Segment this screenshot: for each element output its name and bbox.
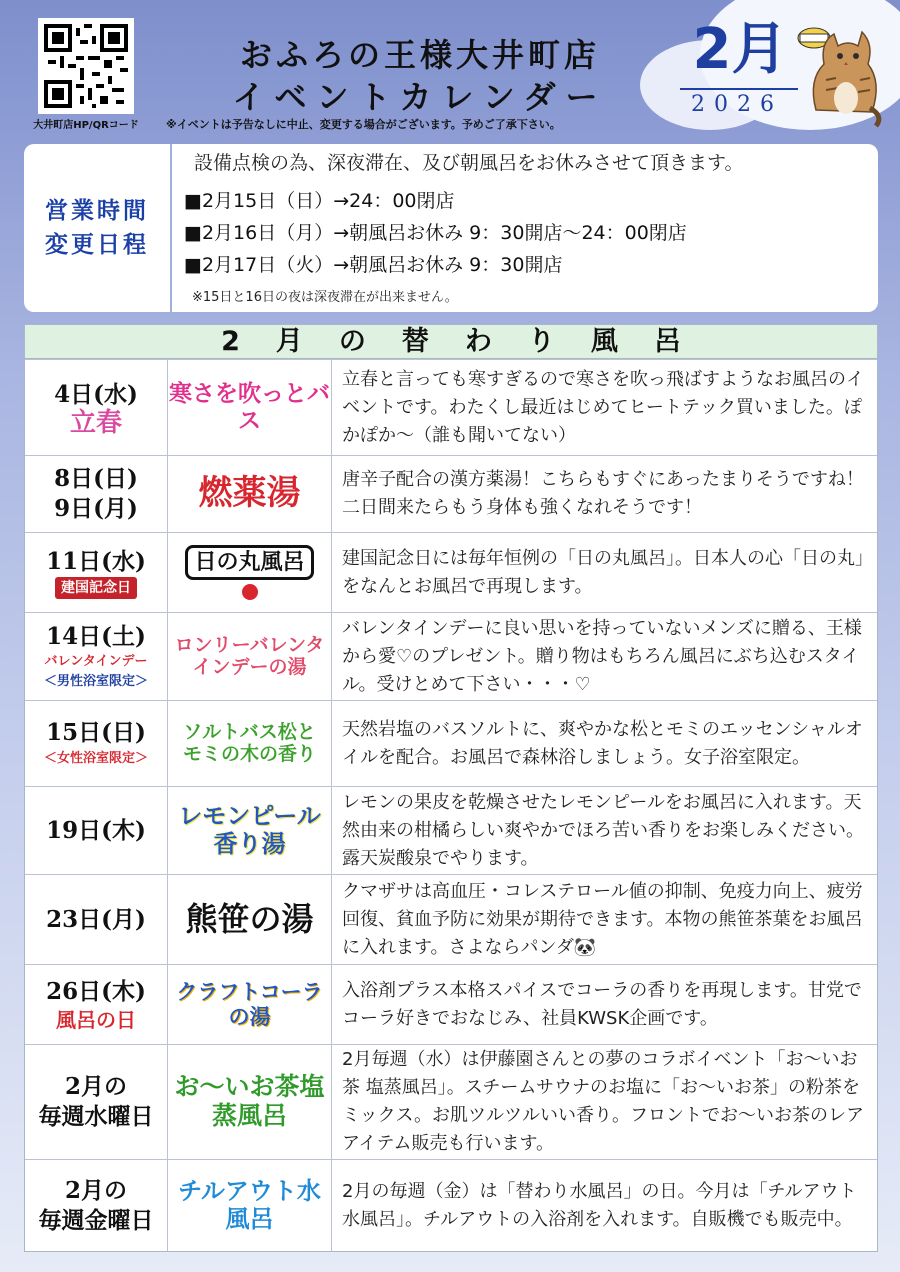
schedule-line: ■2月17日（火）→朝風呂お休み 9：30開店 <box>184 254 563 276</box>
event-name: 寒さを吹っとバス <box>168 360 332 455</box>
event-date-text-2: 毎週水曜日 <box>38 1103 154 1130</box>
event-name: チルアウト水風呂 <box>168 1160 332 1251</box>
event-description-text: 2月の毎週（金）は「替わり水風呂」の日。今月は「チルアウト水風呂」。チルアウトの入浴剤を入れます。自販機でも販売中。 <box>342 1180 857 1230</box>
schedule-intro: 設備点検の為、深夜滞在、及び朝風呂をお休みさせて頂きます。 <box>194 152 744 174</box>
event-date-sub: 風呂の日 <box>56 1007 136 1032</box>
event-date <box>25 1045 168 1159</box>
event-row <box>25 786 877 874</box>
event-description-text: 立春と言っても寒すぎるので寒さを吹っ飛ばすようなお風呂のイベントです。わたくし最近はじめてヒートテック買いました。ぽかぽか～（誰も聞いてない） <box>342 368 864 446</box>
notice-text: ※イベントは予告なしに中止、変更する場合がございます。予めご了承下さい。 <box>166 118 561 131</box>
event-row <box>25 700 877 786</box>
event-date-text: 14日(土) <box>46 622 146 650</box>
schedule-label-line1: 営業時間 <box>45 198 149 224</box>
qr-label: 大井町店HP/QRコード <box>33 120 139 131</box>
event-date-text-2: 9日(月) <box>54 495 138 522</box>
event-description <box>342 456 872 532</box>
red-circle-icon <box>242 584 258 600</box>
event-description-text: バレンタインデーに良い思いを持っていないメンズに贈る、王様から愛♡のプレゼント。贈り物はもちろん風呂にぶち込むスタイル。受けとめて下さい・・・♡ <box>342 617 862 695</box>
event-name: 燃薬湯 <box>168 456 332 532</box>
event-description-text: クマザサは高血圧・コレステロール値の抑制、免疫力向上、疲労回復、貧血予防に効果が期待できます。本物の熊笹茶葉をお風呂に入れます。さよならパンダ🐼 <box>342 880 863 958</box>
event-description <box>342 360 872 455</box>
event-date-text: 11日(水) <box>46 547 146 575</box>
event-description-text: レモンの果皮を乾燥させたレモンピールをお風呂に入れます。天然由来の柑橘らしい爽やかでほろ苦い香りをお楽しみください。露天炭酸泉でやります。 <box>342 791 864 869</box>
event-date-sub-2: ＜男性浴室限定＞ <box>43 673 148 689</box>
event-row <box>25 1159 877 1251</box>
schedule-label-line2: 変更日程 <box>45 232 149 258</box>
event-description <box>342 965 872 1044</box>
event-description-text: 2月毎週（水）は伊藤園さんとの夢のコラボイベント「お～いお茶 塩蒸風呂」。スチームサウナのお塩に「お～いお茶」の粉茶をミックス。お肌ツルツルいい香り。フロントでお～いお茶のレアアイテム販売も行います。 <box>342 1049 864 1154</box>
event-row <box>25 964 877 1044</box>
event-row <box>25 874 877 964</box>
event-name: 熊笹の湯 <box>168 875 332 964</box>
event-date-text: 2月の <box>64 1073 127 1100</box>
event-description <box>342 1160 872 1251</box>
event-description-text: 唐辛子配合の漢方薬湯！こちらもすぐにあったまりそうですね！二日間来たらもう身体も強くなれそうです！ <box>342 469 864 518</box>
event-description-text: 天然岩塩のバスソルトに、爽やかな松とモミのエッセンシャルオイルを配合。お風呂で森林浴しましょう。女子浴室限定。 <box>342 718 863 768</box>
event-date-text: 26日(木) <box>46 977 146 1005</box>
schedule-line: ■2月16日（月）→朝風呂お休み 9：30開店～24：00閉店 <box>184 222 687 244</box>
qr-code[interactable] <box>38 18 134 114</box>
event-date-sub: ＜女性浴室限定＞ <box>43 750 148 766</box>
event-date-sub: バレンタインデー <box>44 653 148 669</box>
event-description-text: 入浴剤プラス本格スパイスでコーラの香りを再現します。甘党でコーラ好きでおなじみ、社員KWSK企画です。 <box>342 979 862 1029</box>
event-date-sub: 建国記念日 <box>55 577 137 599</box>
event-name: レモンピール香り湯 <box>168 787 332 874</box>
event-date <box>25 701 168 786</box>
event-description <box>342 533 872 612</box>
event-date-text: 15日(日) <box>46 718 146 746</box>
event-date-text-2: 毎週金曜日 <box>38 1206 154 1234</box>
event-row <box>25 359 877 455</box>
event-date-text: 23日(月) <box>46 905 146 933</box>
event-description <box>342 701 872 786</box>
event-description <box>342 613 872 700</box>
event-description <box>342 787 872 874</box>
schedule-note: ※15日と16日の夜は深夜滞在が出来ません。 <box>192 290 458 305</box>
schedule-label <box>24 144 172 312</box>
event-name: お～いお茶塩蒸風呂 <box>168 1045 332 1159</box>
event-date-sub: 立春 <box>69 407 122 438</box>
event-date <box>25 613 168 700</box>
schedule-line: ■2月15日（日）→24：00閉店 <box>184 190 455 212</box>
event-date <box>25 1160 168 1251</box>
event-name: ソルトバス松とモミの木の香り <box>168 701 332 786</box>
event-date <box>25 533 168 612</box>
event-date-text: 8日(日) <box>54 465 138 492</box>
event-date <box>25 456 168 532</box>
month-divider <box>680 88 798 90</box>
event-date <box>25 360 168 455</box>
page-subtitle: イベントカレンダー <box>232 78 608 116</box>
event-name: ロンリーバレンタインデーの湯 <box>168 613 332 700</box>
month-label: 2月 <box>692 17 788 82</box>
event-description-text: 建国記念日には毎年恒例の「日の丸風呂」。日本人の心「日の丸」をなんとお風呂で再現します。 <box>342 547 864 597</box>
event-date <box>25 787 168 874</box>
cat-illustration <box>796 20 884 130</box>
year-label: 2026 <box>691 92 783 117</box>
event-row <box>25 1044 877 1159</box>
schedule-change-box <box>24 144 878 312</box>
events-table <box>24 324 878 1252</box>
event-date-text: 4日(水) <box>54 380 138 408</box>
event-description <box>342 875 872 964</box>
event-date <box>25 875 168 964</box>
event-row <box>25 532 877 612</box>
event-name-text: 日の丸風呂 <box>185 545 313 580</box>
event-description <box>342 1045 872 1159</box>
event-name: クラフトコーラの湯 <box>168 965 332 1044</box>
page-title: おふろの王様大井町店 <box>239 36 600 74</box>
event-name <box>168 533 332 612</box>
event-date <box>25 965 168 1044</box>
qr-code-image <box>44 24 128 108</box>
event-date-text: 2月の <box>64 1176 127 1204</box>
event-date-text: 19日(木) <box>46 816 146 844</box>
event-row <box>25 612 877 700</box>
events-heading: 2月の替わり風呂 <box>25 325 877 359</box>
event-row <box>25 455 877 532</box>
